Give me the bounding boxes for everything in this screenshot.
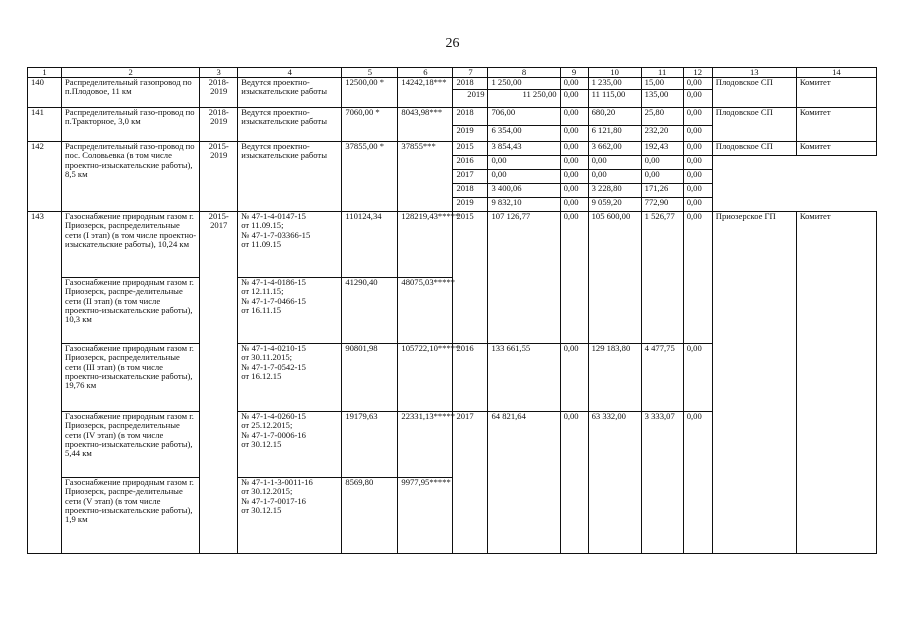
column-number: 7 xyxy=(453,68,488,78)
column-number: 9 xyxy=(560,68,588,78)
page-number: 26 xyxy=(445,36,460,51)
status: Ведутся проектно-изыскательские работы xyxy=(238,108,342,142)
column-number-row xyxy=(28,68,877,78)
row-number: 143 xyxy=(28,212,62,554)
period: 2018- 2019 xyxy=(200,78,238,108)
amount: 15,00 xyxy=(641,78,683,90)
amount: 0,00 xyxy=(588,156,641,170)
column-number: 10 xyxy=(588,68,641,78)
column-number: 14 xyxy=(796,68,876,78)
amount: 6 354,00 xyxy=(488,126,560,142)
responsible: Комитет xyxy=(796,108,876,142)
column-number: 8 xyxy=(488,68,560,78)
object-name: Газоснабжение природным газом г. Приозерск, распределительные сети (I этап) (в том числе проектно-изыскательские работы), 10,24 км xyxy=(62,212,200,278)
amount: 1 235,00 xyxy=(588,78,641,90)
column-number: 6 xyxy=(398,68,453,78)
object-name: Распределительный газо-провод по пос. Соловьевка (в том числе проектно-изыскательские работы), 8,5 км xyxy=(62,142,200,212)
cost-indexed: 22331,13***** xyxy=(398,412,453,478)
amount: 3 854,43 xyxy=(488,142,560,156)
data-table xyxy=(27,67,877,554)
table-row xyxy=(28,108,877,126)
row-number: 140 xyxy=(28,78,62,108)
cost-indexed: 9977,95***** xyxy=(398,478,453,554)
amount: 0,00 xyxy=(683,170,712,184)
amount: 0,00 xyxy=(683,90,712,108)
cost-indexed: 8043,98*** xyxy=(398,108,453,142)
permit-doc: № 47-1-4-0260-15 от 25.12.2015; № 47-1-7-0006-16 от 30.12.15 xyxy=(238,412,342,478)
row-number: 142 xyxy=(28,142,62,212)
amount: 0,00 xyxy=(560,156,588,170)
amount: 0,00 xyxy=(560,90,588,108)
amount: 0,00 xyxy=(560,126,588,142)
amount: 3 400,06 xyxy=(488,184,560,198)
column-number: 5 xyxy=(342,68,398,78)
year: 2018 xyxy=(453,184,488,198)
cost-indexed: 48075,03***** xyxy=(398,278,453,344)
amount: 1 250,00 xyxy=(488,78,560,90)
object-name: Распределительный газо-провод по п.Тракторное, 3,0 км xyxy=(62,108,200,142)
table-row xyxy=(28,142,877,156)
year: 2018 xyxy=(453,108,488,126)
empty-cell xyxy=(712,156,876,212)
row-number: 141 xyxy=(28,108,62,142)
cost: 8569,80 xyxy=(342,478,398,554)
cost: 41290,40 xyxy=(342,278,398,344)
amount: 0,00 xyxy=(560,170,588,184)
period: 2015- 2017 xyxy=(200,212,238,554)
table-row xyxy=(28,212,877,278)
object-name: Газоснабжение природным газом г. Приозерск, распределительные сети (III этап) (в том числе проектно-изыскательские работы), 19,76 км xyxy=(62,344,200,412)
status: Ведутся проектно-изыскательские работы xyxy=(238,142,342,212)
year: 2015 xyxy=(453,142,488,156)
amount: 6 121,80 xyxy=(588,126,641,142)
permit-doc: № 47-1-4-0210-15 от 30.11.2015; № 47-1-7-0542-15 от 16.12.15 xyxy=(238,344,342,412)
amount: 0,00 xyxy=(560,412,588,554)
cost-indexed: 37855*** xyxy=(398,142,453,212)
object-name: Газоснабжение природным газом г. Приозерск, распре-делительные сети (II этап) (в том числе проектно-изыскательские работы), 10,3 км xyxy=(62,278,200,344)
amount: 0,00 xyxy=(683,156,712,170)
amount: 3 662,00 xyxy=(588,142,641,156)
amount: 772,90 xyxy=(641,198,683,212)
amount: 105 600,00 xyxy=(588,212,641,344)
amount: 135,00 xyxy=(641,90,683,108)
amount: 0,00 xyxy=(641,170,683,184)
amount: 107 126,77 xyxy=(488,212,560,344)
amount: 0,00 xyxy=(683,212,712,344)
amount: 0,00 xyxy=(560,78,588,90)
column-number: 12 xyxy=(683,68,712,78)
amount: 0,00 xyxy=(683,126,712,142)
object-name: Газоснабжение природным газом г. Приозерск, распре-делительные сети (V этап) (в том числе проектно-изыскательские работы), 1,9 км xyxy=(62,478,200,554)
amount: 0,00 xyxy=(560,108,588,126)
municipality: Плодовское СП xyxy=(712,108,796,142)
amount: 9 832,10 xyxy=(488,198,560,212)
table-row xyxy=(28,78,877,90)
permit-doc: № 47-1-4-0147-15 от 11.09.15; № 47-1-7-03366-15 от 11.09.15 xyxy=(238,212,342,278)
cost: 37855,00 * xyxy=(342,142,398,212)
year: 2018 xyxy=(453,78,488,90)
status: Ведутся проектно-изыскательские работы xyxy=(238,78,342,108)
amount: 63 332,00 xyxy=(588,412,641,554)
municipality: Плодовское СП xyxy=(712,142,796,156)
column-number: 3 xyxy=(200,68,238,78)
column-number: 2 xyxy=(62,68,200,78)
responsible: Комитет xyxy=(796,78,876,108)
amount: 0,00 xyxy=(560,212,588,344)
amount: 232,20 xyxy=(641,126,683,142)
cost-indexed: 14242,18*** xyxy=(398,78,453,108)
amount: 25,80 xyxy=(641,108,683,126)
permit-doc: № 47-1-1-3-0011-16 от 30.12.2015; № 47-1-7-0017-16 от 30.12.15 xyxy=(238,478,342,554)
amount: 706,00 xyxy=(488,108,560,126)
cost: 19179,63 xyxy=(342,412,398,478)
cost: 90801,98 xyxy=(342,344,398,412)
amount: 171,26 xyxy=(641,184,683,198)
municipality: Приозерское ГП xyxy=(712,212,796,554)
period: 2018- 2019 xyxy=(200,108,238,142)
amount: 0,00 xyxy=(683,344,712,412)
responsible: Комитет xyxy=(796,142,876,156)
amount: 0,00 xyxy=(683,184,712,198)
amount: 64 821,64 xyxy=(488,412,560,554)
year: 2019 xyxy=(453,90,488,108)
amount: 0,00 xyxy=(560,184,588,198)
amount: 0,00 xyxy=(560,198,588,212)
amount: 0,00 xyxy=(683,78,712,90)
amount: 0,00 xyxy=(641,156,683,170)
cost: 12500,00 * xyxy=(342,78,398,108)
cost: 7060,00 * xyxy=(342,108,398,142)
amount: 0,00 xyxy=(560,142,588,156)
year: 2019 xyxy=(453,198,488,212)
amount: 4 477,75 xyxy=(641,344,683,412)
amount: 0,00 xyxy=(683,198,712,212)
permit-doc: № 47-1-4-0186-15 от 12.11.15; № 47-1-7-0466-15 от 16.11.15 xyxy=(238,278,342,344)
amount: 0,00 xyxy=(560,344,588,412)
cost-indexed: 105722,10***** xyxy=(398,344,453,412)
municipality: Плодовское СП xyxy=(712,78,796,108)
column-number: 11 xyxy=(641,68,683,78)
amount: 3 228,80 xyxy=(588,184,641,198)
amount: 1 526,77 xyxy=(641,212,683,344)
year: 2017 xyxy=(453,412,488,554)
amount: 0,00 xyxy=(488,156,560,170)
year: 2017 xyxy=(453,170,488,184)
amount: 192,43 xyxy=(641,142,683,156)
responsible: Комитет xyxy=(796,212,876,554)
year: 2016 xyxy=(453,156,488,170)
year: 2015 xyxy=(453,212,488,344)
cost-indexed: 128219,43***** xyxy=(398,212,453,278)
year: 2019 xyxy=(453,126,488,142)
amount: 0,00 xyxy=(683,142,712,156)
column-number: 1 xyxy=(28,68,62,78)
amount: 11 250,00 xyxy=(488,90,560,108)
column-number: 13 xyxy=(712,68,796,78)
amount: 0,00 xyxy=(588,170,641,184)
column-number: 4 xyxy=(238,68,342,78)
amount: 129 183,80 xyxy=(588,344,641,412)
amount: 3 333,07 xyxy=(641,412,683,554)
amount: 0,00 xyxy=(683,108,712,126)
amount: 0,00 xyxy=(683,412,712,554)
amount: 0,00 xyxy=(488,170,560,184)
amount: 680,20 xyxy=(588,108,641,126)
period: 2015- 2019 xyxy=(200,142,238,212)
object-name: Газоснабжение природным газом г. Приозерск, распределительные сети (IV этап) (в том числе проектно-изыскательские работы), 5,44 км xyxy=(62,412,200,478)
year: 2016 xyxy=(453,344,488,412)
amount: 133 661,55 xyxy=(488,344,560,412)
amount: 9 059,20 xyxy=(588,198,641,212)
object-name: Распределительный газопровод по п.Плодовое, 11 км xyxy=(62,78,200,108)
amount: 11 115,00 xyxy=(588,90,641,108)
cost: 110124,34 xyxy=(342,212,398,278)
